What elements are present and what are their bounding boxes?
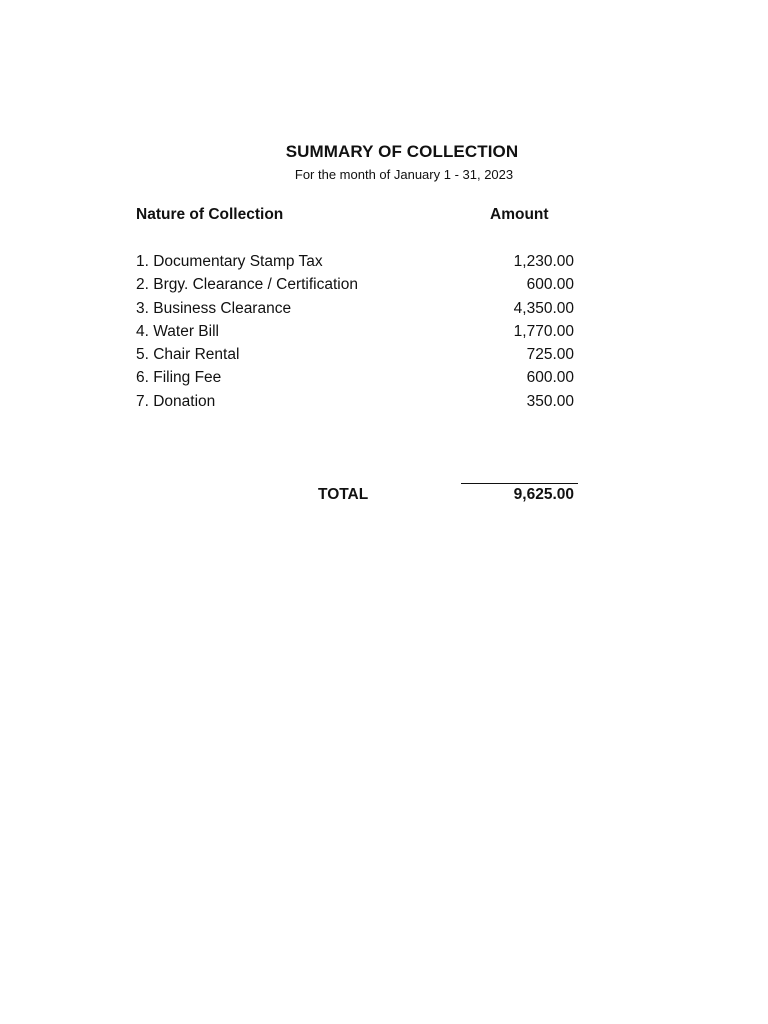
collection-label: 4. Water Bill: [136, 322, 219, 340]
collection-row: [136, 346, 574, 369]
collection-label: 3. Business Clearance: [136, 299, 292, 317]
collection-row: [136, 253, 574, 276]
collection-list: [136, 253, 574, 416]
collection-amount: 725.00: [526, 346, 574, 364]
collection-row: [136, 393, 574, 416]
collection-row: [136, 323, 574, 346]
collection-row: [136, 369, 574, 392]
collection-label: 2. Brgy. Clearance / Certification: [136, 276, 358, 294]
column-header-amount: Amount: [490, 206, 549, 223]
collection-amount: 350.00: [526, 392, 574, 410]
collection-amount: 1,770.00: [513, 322, 574, 340]
collection-amount: 600.00: [526, 369, 574, 387]
total-label: TOTAL: [318, 486, 369, 503]
collection-label: 5. Chair Rental: [136, 346, 240, 364]
collection-amount: 4,350.00: [513, 299, 574, 317]
collection-amount: 600.00: [526, 276, 574, 294]
total-value: 9,625.00: [513, 486, 574, 503]
collection-label: 7. Donation: [136, 392, 216, 410]
document-title: SUMMARY OF COLLECTION: [285, 142, 519, 161]
total-divider: [461, 483, 578, 484]
collection-amount: 1,230.00: [513, 253, 574, 270]
document-subtitle: For the month of January 1 - 31, 2023: [294, 167, 514, 182]
column-header-nature: Nature of Collection: [136, 206, 284, 223]
collection-label: 6. Filing Fee: [136, 369, 222, 387]
collection-label: 1. Documentary Stamp Tax: [136, 253, 323, 270]
collection-row: [136, 276, 574, 299]
collection-row: [136, 300, 574, 323]
